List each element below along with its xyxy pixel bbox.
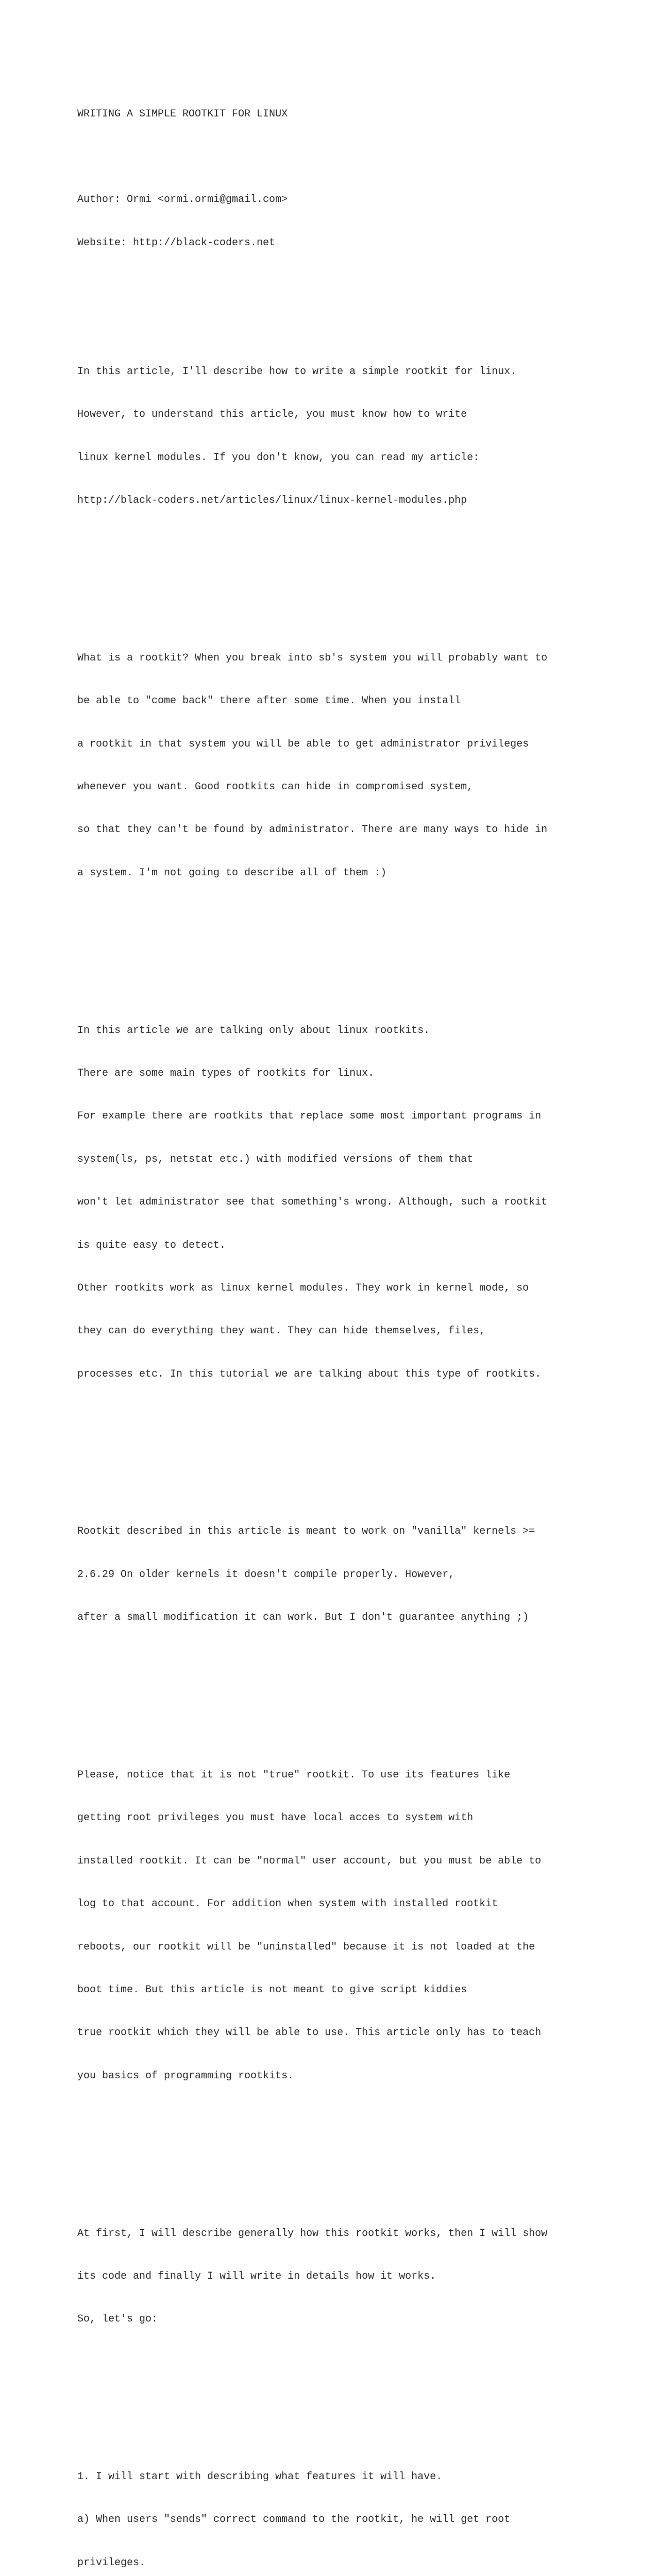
document-title: WRITING A SIMPLE ROOTKIT FOR LINUX <box>77 108 288 120</box>
author-line: Author: Ormi <ormi.ormi@gmail.com> <box>77 194 288 206</box>
text-line: There are some main types of rootkits for linux. <box>77 1067 375 1079</box>
paragraph-features <box>77 2441 624 2576</box>
text-line: a) When users "sends" correct command to the rootkit, he will get root <box>77 2514 511 2526</box>
text-line: reboots, our rootkit will be "uninstalled" because it is not loaded at the <box>77 1941 535 1953</box>
text-line: boot time. But this article is not meant to give script kiddies <box>77 1984 467 1996</box>
text-line: Rootkit described in this article is meant to work on "vanilla" kernels >= <box>77 1526 535 1538</box>
blank-line <box>77 279 624 293</box>
text-line: they can do everything they want. They can hide themselves, files, <box>77 1325 486 1337</box>
text-line: installed rootkit. It can be "normal" user account, but you must be able to <box>77 1855 542 1867</box>
text-line: At first, I will describe generally how this rootkit works, then I will show <box>77 2227 548 2240</box>
text-line: true rootkit which they will be able to use. This article only has to teach <box>77 2027 542 2039</box>
paragraph-overview <box>77 2198 624 2355</box>
text-line: log to that account. For addition when system with installed rootkit <box>77 1898 498 1910</box>
website-line: Website: http://black-coders.net <box>77 236 276 249</box>
text-line: So, let's go: <box>77 2313 158 2326</box>
text-line: system(ls, ps, netstat etc.) with modified versions of them that <box>77 1153 474 1165</box>
paragraph-intro <box>77 336 624 536</box>
text-line: http://black-coders.net/articles/linux/linux-kernel-modules.php <box>77 495 467 507</box>
text-line: Other rootkits work as linux kernel modules. They work in kernel mode, so <box>77 1282 529 1294</box>
blank-line <box>77 1682 624 1697</box>
blank-line <box>77 2384 624 2398</box>
blank-line <box>77 938 624 952</box>
text-line: be able to "come back" there after some time. When you install <box>77 695 461 707</box>
text-line: privileges. <box>77 2556 146 2569</box>
text-line: 1. I will start with describing what features it will have. <box>77 2471 443 2483</box>
text-line: so that they can't be found by administrator. There are many ways to hide in <box>77 824 548 836</box>
text-line: 2.6.29 On older kernels it doesn't compile properly. However, <box>77 1568 455 1581</box>
text-line: is quite easy to detect. <box>77 1239 226 1251</box>
blank-line <box>77 150 624 164</box>
paragraph-rootkit-types <box>77 995 624 1410</box>
paragraph-what-is-rootkit <box>77 622 624 909</box>
blank-line <box>77 2141 624 2155</box>
text-line: Please, notice that it is not "true" rootkit. To use its features like <box>77 1769 511 1782</box>
text-line: after a small modification it can work. But I don't guarantee anything ;) <box>77 1612 529 1624</box>
text-line: In this article, I'll describe how to write a simple rootkit for linux. <box>77 365 517 378</box>
paragraph-not-true-rootkit <box>77 1739 624 2112</box>
text-line: processes etc. In this tutorial we are talking about this type of rootkits. <box>77 1368 542 1380</box>
paragraph-kernel-versions <box>77 1496 624 1654</box>
blank-line <box>77 565 624 580</box>
text-line: In this article we are talking only about linux rootkits. <box>77 1024 430 1037</box>
document-body <box>77 78 624 2576</box>
text-line: its code and finally I will write in details how it works. <box>77 2270 436 2282</box>
text-line: you basics of programming rootkits. <box>77 2070 294 2082</box>
text-line: a system. I'm not going to describe all of them :) <box>77 867 387 879</box>
text-line: For example there are rootkits that replace some most important programs in <box>77 1110 542 1123</box>
text-line: linux kernel modules. If you don't know, you can read my article: <box>77 451 480 464</box>
text-line: whenever you want. Good rootkits can hide in compromised system, <box>77 781 474 793</box>
text-line: won't let administrator see that something's wrong. Although, such a rootkit <box>77 1196 548 1209</box>
text-line: What is a rootkit? When you break into sb's system you will probably want to <box>77 652 548 664</box>
text-line: However, to understand this article, you must know how to write <box>77 409 467 421</box>
text-line: a rootkit in that system you will be able to get administrator privileges <box>77 738 529 750</box>
blank-line <box>77 1439 624 1453</box>
text-line: getting root privileges you must have local acces to system with <box>77 1812 474 1824</box>
